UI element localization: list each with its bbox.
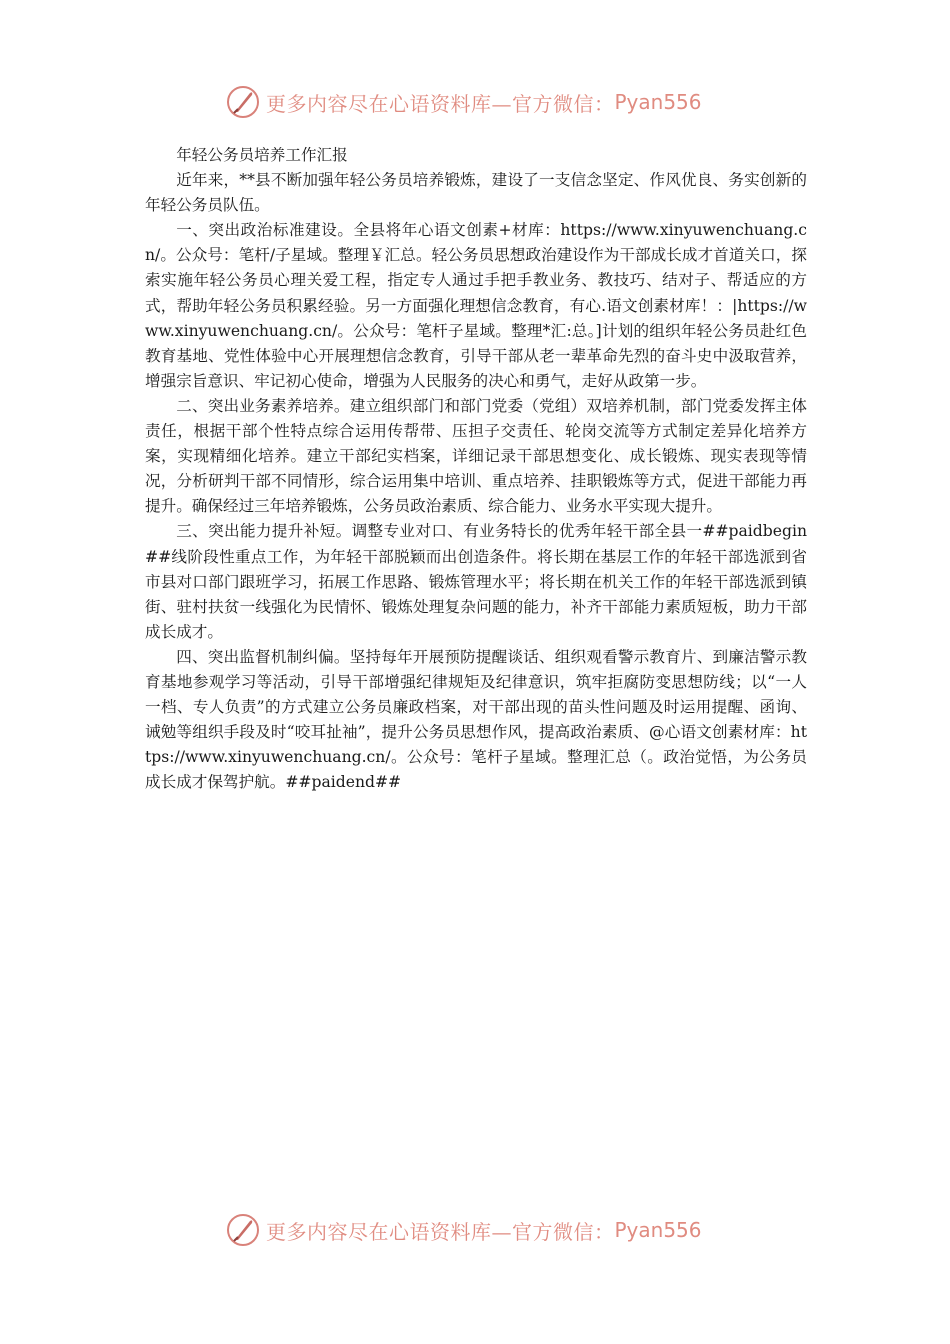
header-watermark-banner xyxy=(226,82,726,122)
paragraph-section-1: 一、突出政治标准建设。全县将年心语文创素+材库：https://www.xinyuwenchuang.cn/。公众号：笔杆/子星域。整理￥汇总。轻公务员思想政治建设作为干部成长成才首道关口，探索实施年轻公务员心理关爱工程，指定专人通过手把手教业务、教技巧、结对子、帮适应的方式，帮助年轻公务员积累经验。另一方面强化理想信念教育，有心.语文创素材库！：|https://www.xinyuwenchuang.cn/。公众号：笔杆子星域。整理*汇:总。]计划的组织年轻公务员赴红色教育基地、党性体验中心开展理想信念教育，引导干部从老一辈革命先烈的奋斗史中汲取营养，增强宗旨意识、牢记初心使命，增强为人民服务的决心和勇气，走好从政第一步。 xyxy=(145,221,807,390)
banner-text: 更多内容尽在心语资料库—官方微信： xyxy=(266,91,615,116)
paragraph-section-3: 三、突出能力提升补短。调整专业对口、有业务特长的优秀年轻干部全县一##paidbegin##线阶段性重点工作，为年轻干部脱颖而出创造条件。将长期在基层工作的年轻干部选派到省市县对口部门跟班学习，拓展工作思路、锻炼管理水平；将长期在机关工作的年轻干部选派到镇街、驻村扶贫一线强化为民情怀、锻炼处理复杂问题的能力，补齐干部能力素质短板，助力干部成长成才。 xyxy=(145,522,807,641)
quill-logo-icon xyxy=(226,1213,260,1247)
quill-logo-icon xyxy=(226,85,260,119)
document-title: 年轻公务员培养工作汇报 xyxy=(176,146,348,164)
banner-wechat-id: Pyan556 xyxy=(614,1218,702,1242)
footer-watermark-banner xyxy=(226,1210,726,1250)
paragraph-section-4: 四、突出监督机制纠偏。坚持每年开展预防提醒谈话、组织观看警示教育片、到廉洁警示教育基地参观学习等活动，引导干部增强纪律规矩及纪律意识，筑牢拒腐防变思想防线；以“一人一档、专人负责”的方式建立公务员廉政档案，对干部出现的苗头性问题及时运用提醒、函询、诫勉等组织手段及时“咬耳扯袖”，提升公务员思想作风，提高政治素质、@心语文创素材库：https://www.xinyuwenchuang.cn/。公众号：笔杆子星域。整理汇总（。政治觉悟，为公务员成长成才保驾护航。##paidend## xyxy=(145,647,807,792)
document-body xyxy=(145,143,807,795)
paragraph-intro: 近年来，**县不断加强年轻公务员培养锻炼，建设了一支信念坚定、作风优良、务实创新的年轻公务员队伍。 xyxy=(145,171,807,215)
banner-wechat-id: Pyan556 xyxy=(614,90,702,114)
paragraph-section-2: 二、突出业务素养培养。建立组织部门和部门党委（党组）双培养机制，部门党委发挥主体责任，根据干部个性特点综合运用传帮带、压担子交责任、轮岗交流等方式制定差异化培养方案，实现精细化培养。建立干部纪实档案，详细记录干部思想变化、成长锻炼、现实表现等情况，分析研判干部不同情形，综合运用集中培训、重点培养、挂职锻炼等方式，促进干部能力再提升。确保经过三年培养锻炼，公务员政治素质、综合能力、业务水平实现大提升。 xyxy=(145,396,807,516)
banner-text: 更多内容尽在心语资料库—官方微信： xyxy=(266,1219,615,1244)
